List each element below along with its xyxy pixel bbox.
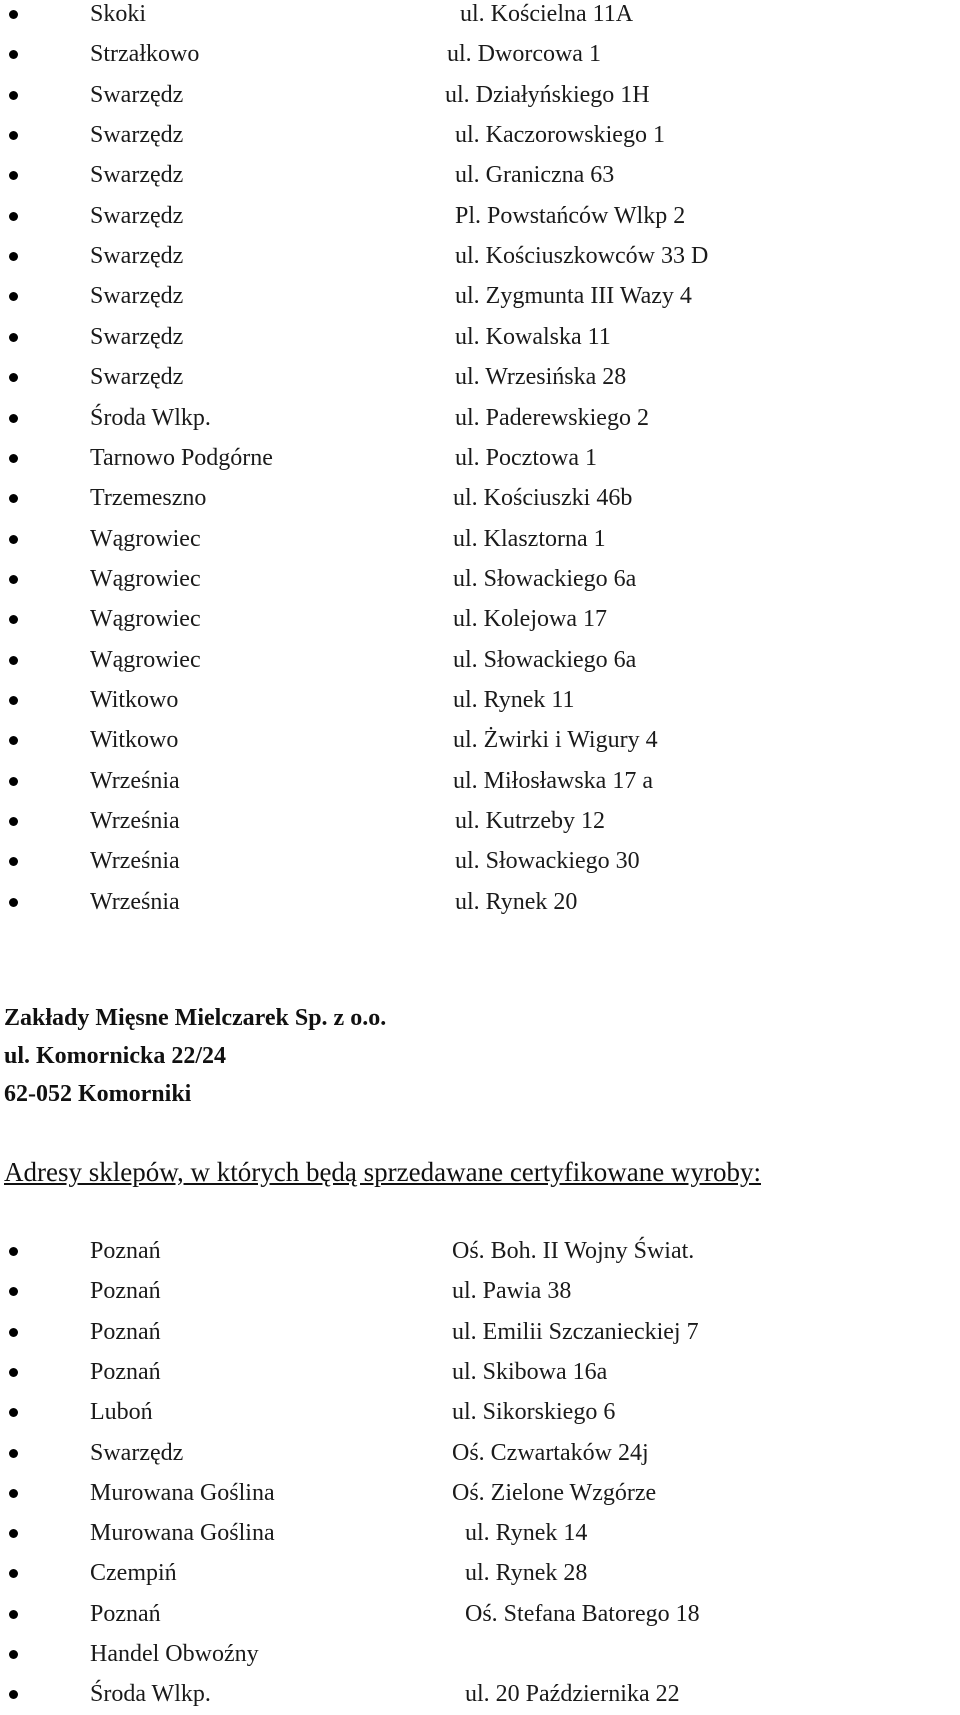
bullet-icon [9,1690,18,1699]
store-address: ul. Kutrzeby 12 [455,808,605,834]
store-address: ul. Rynek 20 [455,888,578,915]
store-city: Swarzędz [90,323,184,350]
store-address: ul. Słowackiego 30 [455,848,640,875]
list-item [0,1514,960,1552]
store-city: Wągrowiec [90,525,201,552]
bullet-icon [9,656,18,665]
company-name: Zakłady Mięsne Mielczarek Sp. z o.o. [4,1005,387,1031]
company-postal: 62-052 Komorniki [4,1081,192,1107]
list-item [0,883,960,921]
store-address: ul. Rynek 11 [453,686,575,713]
list-item [0,156,960,194]
store-address: ul. Sikorskiego 6 [452,1399,616,1426]
bullet-icon [9,1368,18,1377]
bullet-icon [9,575,18,584]
store-address: ul. Zygmunta III Wazy 4 [455,283,692,310]
store-address: ul. Rynek 14 [465,1520,588,1547]
list-item [0,520,960,558]
list-item [0,681,960,719]
store-city: Handel Obwoźny [90,1641,259,1667]
list-item [0,0,960,33]
list-item [0,721,960,759]
store-address: ul. 20 Października 22 [465,1681,680,1708]
list-item [0,641,960,679]
store-address: ul. Żwirki i Wigury 4 [453,727,658,754]
bullet-icon [9,454,18,463]
list-item [0,600,960,638]
list-item [0,1675,960,1713]
store-city: Wągrowiec [90,606,201,633]
list-item [0,35,960,73]
list-item [0,1353,960,1391]
store-city: Poznań [90,1278,161,1305]
store-address: Pl. Powstańców Wlkp 2 [455,202,686,229]
store-address: Oś. Boh. II Wojny Świat. [452,1238,695,1264]
bullet-icon [9,171,18,180]
bullet-icon [9,696,18,705]
store-city: Września [90,808,180,834]
list-item [0,1635,960,1673]
bullet-icon [9,50,18,59]
store-address: ul. Działyńskiego 1H [445,81,650,108]
list-item [0,116,960,154]
store-city: Witkowo [90,727,179,754]
bullet-icon [9,131,18,140]
bullet-icon [9,1287,18,1296]
bullet-icon [9,10,18,19]
list-item [0,762,960,800]
store-city: Skoki [90,1,147,27]
store-city: Wągrowiec [90,646,201,673]
store-address: ul. Kolejowa 17 [453,606,607,633]
bullet-icon [9,1529,18,1538]
list-item [0,197,960,235]
store-address: ul. Klasztorna 1 [453,525,606,552]
store-city: Poznań [90,1238,161,1264]
list-item [0,399,960,437]
store-city: Swarzędz [90,243,184,270]
bullet-icon [9,898,18,907]
bullet-icon [9,212,18,221]
store-address: ul. Graniczna 63 [455,162,615,189]
store-address: ul. Słowackiego 6a [453,646,637,673]
bullet-icon [9,91,18,100]
store-city: Swarzędz [90,283,184,310]
list-item [0,802,960,840]
store-address: ul. Emilii Szczanieckiej 7 [452,1318,699,1345]
store-city: Swarzędz [90,1439,184,1466]
bullet-icon [9,817,18,826]
store-city: Witkowo [90,686,179,713]
store-city: Luboń [90,1399,153,1426]
store-address: ul. Kowalska 11 [455,323,611,350]
list-item [0,1554,960,1592]
bullet-icon [9,1489,18,1498]
list-item [0,1313,960,1351]
store-city: Wągrowiec [90,565,201,592]
bullet-icon [9,857,18,866]
list-item [0,1272,960,1310]
store-address: ul. Dworcowa 1 [447,41,601,68]
store-city: Środa Wlkp. [90,404,211,431]
bullet-icon [9,373,18,382]
bullet-icon [9,1247,18,1256]
list-item [0,1434,960,1472]
store-city: Tarnowo Podgórne [90,444,273,471]
store-city: Murowana Goślina [90,1479,275,1506]
bullet-icon [9,535,18,544]
list-item [0,1595,960,1633]
store-city: Murowana Goślina [90,1520,275,1547]
bullet-icon [9,494,18,503]
list-item [0,1474,960,1512]
store-address: ul. Pocztowa 1 [455,444,597,471]
store-address: ul. Pawia 38 [452,1278,572,1305]
bullet-icon [9,615,18,624]
bullet-icon [9,777,18,786]
bullet-icon [9,292,18,301]
store-address: ul. Kościelna 11A [460,1,634,27]
bullet-icon [9,1650,18,1659]
bullet-icon [9,1328,18,1337]
store-address: Oś. Zielone Wzgórze [452,1479,657,1506]
store-address: ul. Kościuszki 46b [453,485,633,512]
store-city: Trzemeszno [90,485,207,512]
store-address: Oś. Czwartaków 24j [452,1439,649,1466]
store-city: Września [90,848,180,875]
store-address: ul. Słowackiego 6a [453,565,637,592]
bullet-icon [9,736,18,745]
store-city: Strzałkowo [90,41,200,68]
store-city: Czempiń [90,1560,177,1587]
bullet-icon [9,1449,18,1458]
list-item [0,1393,960,1431]
store-address: Oś. Stefana Batorego 18 [465,1600,700,1627]
store-city: Poznań [90,1318,161,1345]
store-city: Września [90,767,180,794]
list-item [0,237,960,275]
bullet-icon [9,414,18,423]
store-address: ul. Paderewskiego 2 [455,404,649,431]
store-address: ul. Wrzesińska 28 [455,364,627,391]
company-street: ul. Komornicka 22/24 [4,1043,227,1069]
list-item [0,560,960,598]
bullet-icon [9,333,18,342]
store-address: ul. Miłosławska 17 a [453,767,653,794]
store-city: Swarzędz [90,162,184,189]
list-item [0,479,960,517]
bullet-icon [9,1408,18,1417]
list-item [0,76,960,114]
bullet-icon [9,1610,18,1619]
bullet-icon [9,252,18,261]
store-address: ul. Skibowa 16a [452,1358,608,1385]
list-item [0,358,960,396]
list-item [0,318,960,356]
store-city: Września [90,888,180,915]
list-item [0,277,960,315]
list-item [0,842,960,880]
store-city: Swarzędz [90,122,184,149]
store-city: Swarzędz [90,202,184,229]
store-city: Środa Wlkp. [90,1681,211,1708]
store-city: Poznań [90,1600,161,1627]
store-city: Poznań [90,1358,161,1385]
bullet-icon [9,1569,18,1578]
store-address: ul. Rynek 28 [465,1560,588,1587]
list-item [0,439,960,477]
store-city: Swarzędz [90,81,184,108]
store-address: ul. Kaczorowskiego 1 [455,122,665,149]
store-address: ul. Kościuszkowców 33 D [455,243,709,270]
list-item [0,1232,960,1270]
store-city: Swarzędz [90,364,184,391]
section-heading: Adresy sklepów, w których będą sprzedawane certyfikowane wyroby: [4,1157,761,1187]
